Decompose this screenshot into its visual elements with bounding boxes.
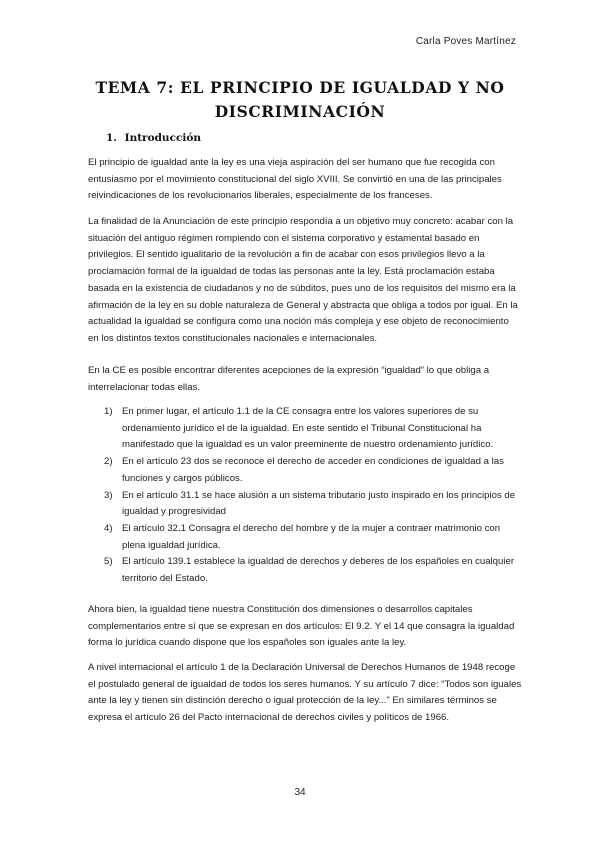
list-item-text: En el artículo 23 dos se reconoce el derecho de acceder en condiciones de igualdad a las funciones y cargos públicos. xyxy=(122,456,504,484)
list-item xyxy=(104,454,520,487)
list-marker: 3) xyxy=(104,489,113,501)
section-title: Introducción xyxy=(124,132,201,144)
list-item-text: El artículo 139.1 establece la igualdad de derechos y deberes de los españoles en cualquier territorio del Estado. xyxy=(122,556,515,585)
paragraph-ce-acepciones: En la CE es posible encontrar diferentes acepciones de la expresión “igualdad” lo que obliga a interrelacionar todas ellas. xyxy=(88,365,490,393)
list-item xyxy=(104,554,520,587)
list-item-text: En el artículo 31.1 se hace alusión a un sistema tributario justo inspirado en los principios de igualdad y progresividad xyxy=(122,489,516,518)
page-number: 34 xyxy=(294,787,306,798)
document-title: TEMA 7: EL PRINCIPIO DE IGUALDAD Y NO DISCRIMINACIÓN xyxy=(95,78,505,121)
paragraph-dimensiones: Ahora bien, la igualdad tiene nuestra Constitución dos dimensiones o desarrollos capitales complementarios entre sí que se expresan en dos artículos: El 9.2. Y el 14 que consagra la igualdad forma lo jurídica cuando dispone que los españoles son iguales ante la ley. xyxy=(88,604,515,649)
list-marker: 1) xyxy=(104,406,113,417)
list-item xyxy=(104,488,520,521)
list-marker: 4) xyxy=(104,522,113,534)
header-author: Carla Poves Martínez xyxy=(415,36,516,47)
list-item xyxy=(104,521,520,554)
list-marker: 5) xyxy=(104,556,113,568)
list-item xyxy=(104,404,520,454)
list-marker: 2) xyxy=(104,456,113,468)
section-heading xyxy=(106,132,201,144)
section-number: 1. xyxy=(106,132,117,144)
paragraph-finalidad: La finalidad de la Anunciación de este principio respondía a un objetivo muy concreto: acabar con la situación del antiguo régimen rompiendo con el sistema corporativo y estamental basado en privilegios. El sentido igualitario de la revolución a fin de acabar con esos privilegios llevo a la proclamación formal de la igualdad de todas las personas ante la ley. Está proclamación estaba basada en la existencia de ciudadanos y no de súbditos, pues uno de los requisitos del mismo era la afirmación de la ley en su doble naturaleza de General y abstracta que obliga a todos por igual. En la actualidad la igualdad se configura como una noción más compleja y ese objeto de reconocimiento en los distintos textos constitucionales nacionales e internacionales. xyxy=(88,216,518,344)
list-item-text: El artículo 32.1 Consagra el derecho del hombre y de la mujer a contraer matrimonio con plena igualdad jurídica. xyxy=(122,522,501,551)
paragraph-intro: El principio de igualdad ante la ley es una vieja aspiración del ser humano que fue recogida con entusiasmo por el movimiento constitucional del siglo XVIII. Se convirtió en una de las principales reivindicaciones de los revolucionarios liberales, especialmente de los franceses. xyxy=(88,157,502,202)
ce-articles-list xyxy=(104,404,520,588)
paragraph-internacional: A nivel internacional el artículo 1 de la Declaración Universal de Derechos Humanos de 1948 recoge el postulado general de igualdad de todos los seres humanos. Y su artículo 7 dice: “Todos son iguales ante la ley y tienen sin distinción derecho o igual protección de la ley...” En similares términos se expresa el artículo 26 del Pacto internacional de derechos civiles y políticos de 1966. xyxy=(88,662,522,724)
list-item-text: En primer lugar, el artículo 1.1 de la CE consagra entre los valores superiores de su ordenamiento jurídico el de la igualdad. En este sentido el Tribunal Constitucional ha manifestado que la igualdad es un valor preeminente de nuestro ordenamiento jurídico. xyxy=(122,406,494,451)
